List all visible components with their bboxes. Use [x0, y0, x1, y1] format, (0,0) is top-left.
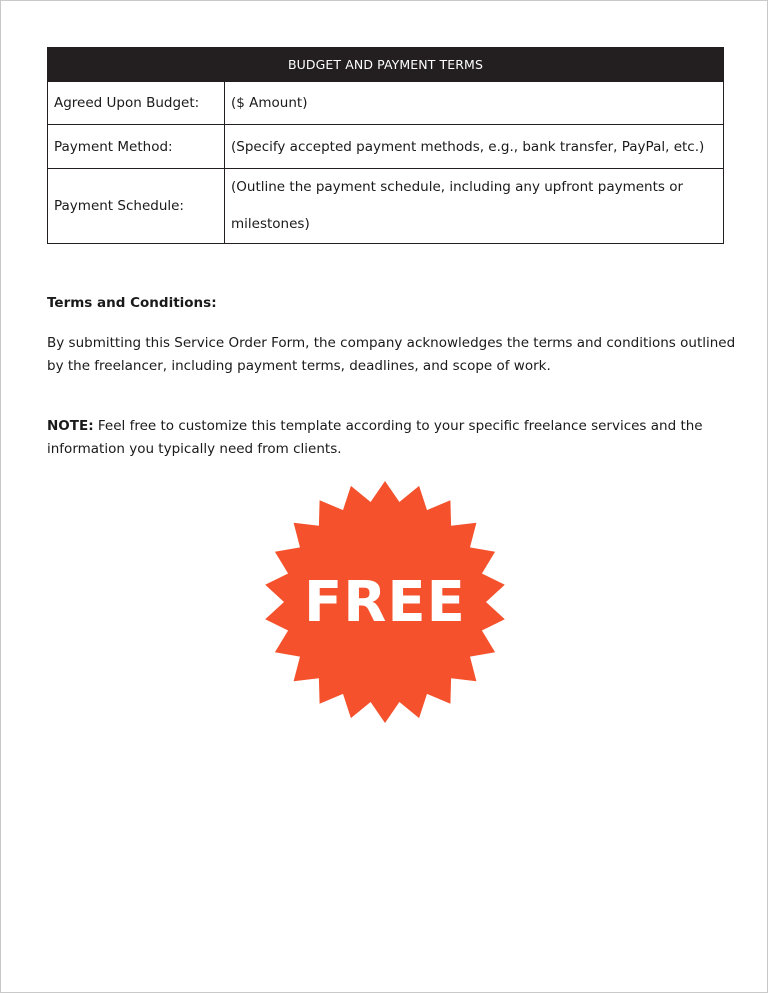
table-header: BUDGET AND PAYMENT TERMS [48, 48, 724, 82]
table-row [48, 82, 724, 125]
badge-text: FREE [304, 570, 466, 635]
row-value: (Outline the payment schedule, including any upfront payments or milestones) [225, 169, 724, 244]
starburst-badge-icon [263, 481, 507, 723]
budget-payment-table [47, 47, 724, 244]
table-row [48, 125, 724, 169]
row-value: ($ Amount) [225, 82, 724, 125]
row-label: Agreed Upon Budget: [48, 82, 225, 125]
note-text: Feel free to customize this template according to your specific freelance services and the information you typically need from clients. [47, 418, 703, 457]
table-row [48, 169, 724, 244]
terms-body: By submitting this Service Order Form, the company acknowledges the terms and conditions outlined by the freelancer, including payment terms, deadlines, and scope of work. [47, 335, 736, 374]
free-badge [263, 481, 507, 723]
note-paragraph [47, 415, 737, 461]
note-label: NOTE: [47, 418, 94, 434]
row-label: Payment Schedule: [48, 169, 225, 244]
row-label: Payment Method: [48, 125, 225, 169]
terms-heading: Terms and Conditions: [47, 295, 217, 311]
row-value: (Specify accepted payment methods, e.g., bank transfer, PayPal, etc.) [225, 125, 724, 169]
